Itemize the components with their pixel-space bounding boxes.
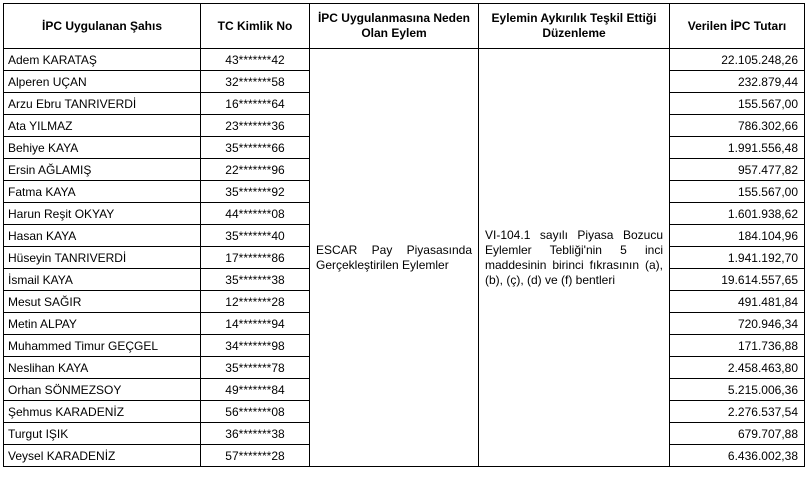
cell-person-name: Orhan SÖNMEZSOY bbox=[4, 379, 201, 401]
cell-tc-number: 35*******92 bbox=[201, 181, 310, 203]
cell-tc-number: 35*******66 bbox=[201, 137, 310, 159]
cell-tc-number: 35*******40 bbox=[201, 225, 310, 247]
cell-action: ESCAR Pay Piyasasında Gerçekleştirilen Eylemler bbox=[310, 49, 479, 467]
cell-person-name: Neslihan KAYA bbox=[4, 357, 201, 379]
cell-amount: 155.567,00 bbox=[670, 181, 805, 203]
cell-tc-number: 56*******08 bbox=[201, 401, 310, 423]
cell-amount: 22.105.248,26 bbox=[670, 49, 805, 71]
cell-amount: 491.481,84 bbox=[670, 291, 805, 313]
cell-tc-number: 22*******96 bbox=[201, 159, 310, 181]
cell-person-name: Fatma KAYA bbox=[4, 181, 201, 203]
cell-person-name: Ersin AĞLAMIŞ bbox=[4, 159, 201, 181]
cell-tc-number: 43*******42 bbox=[201, 49, 310, 71]
cell-tc-number: 57*******28 bbox=[201, 445, 310, 467]
penalty-table bbox=[3, 3, 805, 467]
cell-amount: 2.458.463,80 bbox=[670, 357, 805, 379]
cell-tc-number: 35*******78 bbox=[201, 357, 310, 379]
cell-tc-number: 44*******08 bbox=[201, 203, 310, 225]
header-amount: Verilen İPC Tutarı bbox=[670, 4, 805, 49]
cell-tc-number: 36*******38 bbox=[201, 423, 310, 445]
cell-amount: 1.991.556,48 bbox=[670, 137, 805, 159]
cell-amount: 6.436.002,38 bbox=[670, 445, 805, 467]
cell-tc-number: 32*******58 bbox=[201, 71, 310, 93]
cell-amount: 5.215.006,36 bbox=[670, 379, 805, 401]
cell-amount: 232.879,44 bbox=[670, 71, 805, 93]
cell-person-name: Muhammed Timur GEÇGEL bbox=[4, 335, 201, 357]
cell-person-name: Metin ALPAY bbox=[4, 313, 201, 335]
cell-tc-number: 35*******38 bbox=[201, 269, 310, 291]
table-row bbox=[4, 49, 805, 71]
header-regulation: Eylemin Aykırılık Teşkil Ettiği Düzenleme bbox=[479, 4, 670, 49]
header-action: İPC Uygulanmasına Neden Olan Eylem bbox=[310, 4, 479, 49]
cell-amount: 19.614.557,65 bbox=[670, 269, 805, 291]
cell-amount: 1.601.938,62 bbox=[670, 203, 805, 225]
header-tc: TC Kimlik No bbox=[201, 4, 310, 49]
header-person: İPC Uygulanan Şahıs bbox=[4, 4, 201, 49]
cell-amount: 720.946,34 bbox=[670, 313, 805, 335]
cell-amount: 155.567,00 bbox=[670, 93, 805, 115]
cell-amount: 2.276.537,54 bbox=[670, 401, 805, 423]
cell-tc-number: 14*******94 bbox=[201, 313, 310, 335]
cell-person-name: Mesut SAĞIR bbox=[4, 291, 201, 313]
cell-amount: 184.104,96 bbox=[670, 225, 805, 247]
cell-tc-number: 49*******84 bbox=[201, 379, 310, 401]
cell-person-name: Arzu Ebru TANRIVERDİ bbox=[4, 93, 201, 115]
cell-person-name: Şehmus KARADENİZ bbox=[4, 401, 201, 423]
table-body bbox=[4, 49, 805, 467]
cell-person-name: Veysel KARADENİZ bbox=[4, 445, 201, 467]
header-row bbox=[4, 4, 805, 49]
cell-tc-number: 34*******98 bbox=[201, 335, 310, 357]
cell-person-name: Behiye KAYA bbox=[4, 137, 201, 159]
cell-amount: 957.477,82 bbox=[670, 159, 805, 181]
cell-person-name: Hasan KAYA bbox=[4, 225, 201, 247]
cell-tc-number: 16*******64 bbox=[201, 93, 310, 115]
cell-amount: 1.941.192,70 bbox=[670, 247, 805, 269]
cell-person-name: Hüseyin TANRIVERDİ bbox=[4, 247, 201, 269]
cell-amount: 786.302,66 bbox=[670, 115, 805, 137]
cell-person-name: Alperen UÇAN bbox=[4, 71, 201, 93]
cell-regulation: VI-104.1 sayılı Piyasa Bozucu Eylemler Tebliği'nin 5 inci maddesinin birinci fıkrasının (a), (b), (ç), (d) ve (f) bentleri bbox=[479, 49, 670, 467]
cell-tc-number: 17*******86 bbox=[201, 247, 310, 269]
cell-person-name: Ata YILMAZ bbox=[4, 115, 201, 137]
cell-person-name: İsmail KAYA bbox=[4, 269, 201, 291]
cell-person-name: Adem KARATAŞ bbox=[4, 49, 201, 71]
cell-amount: 679.707,88 bbox=[670, 423, 805, 445]
cell-tc-number: 12*******28 bbox=[201, 291, 310, 313]
cell-person-name: Turgut IŞIK bbox=[4, 423, 201, 445]
cell-amount: 171.736,88 bbox=[670, 335, 805, 357]
cell-tc-number: 23*******36 bbox=[201, 115, 310, 137]
cell-person-name: Harun Reşit OKYAY bbox=[4, 203, 201, 225]
